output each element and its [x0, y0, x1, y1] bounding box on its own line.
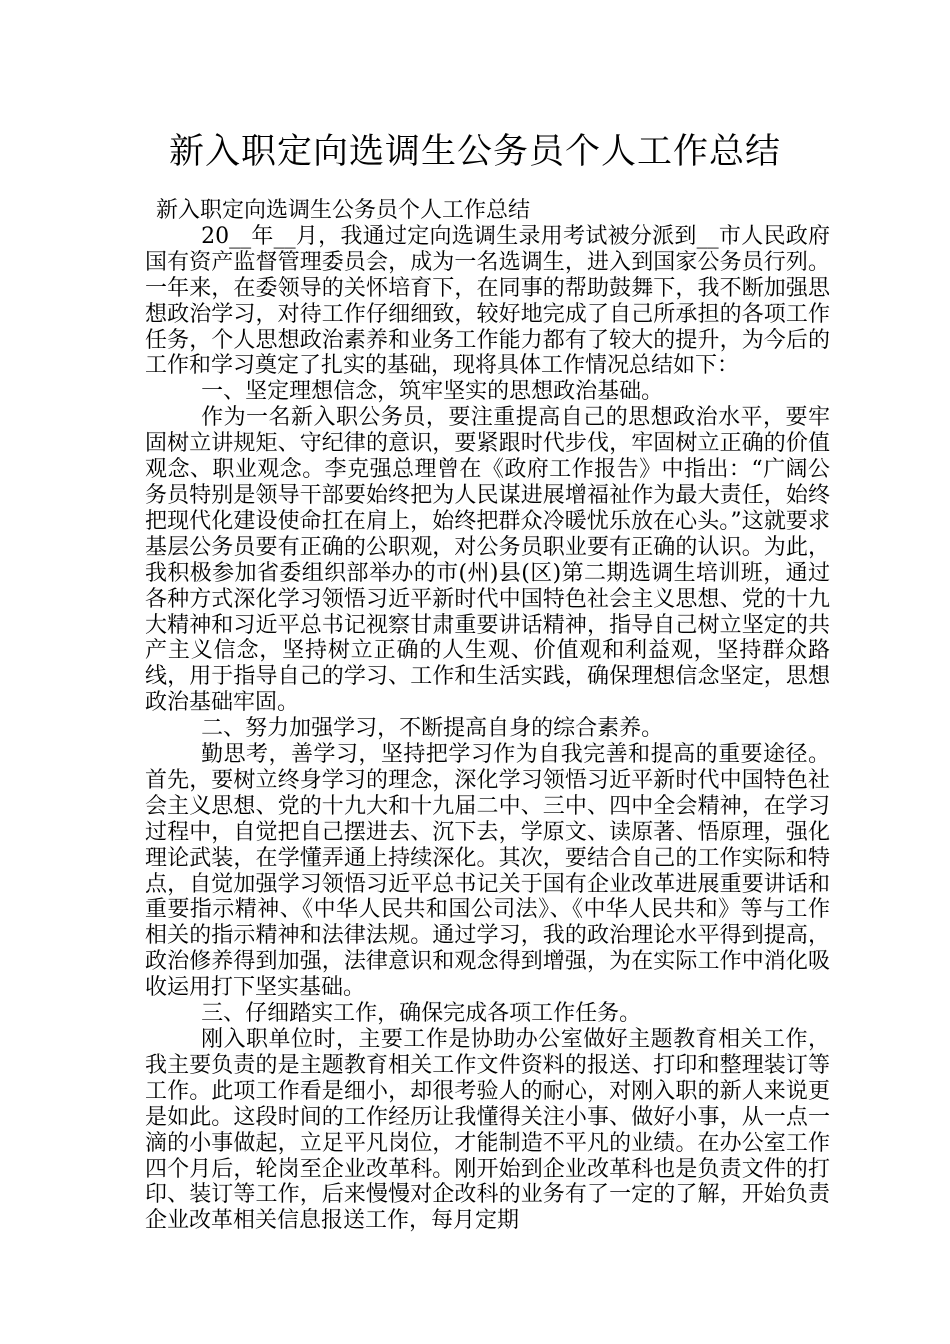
section-heading-1: 一、坚定理想信念，筑牢坚实的思想政治基础。 [201, 379, 664, 405]
document-body [145, 198, 830, 1234]
intro-paragraph: 20__年__月，我通过定向选调生录用考试被分派到__市人民政府国有资产监督管理委员会，成为一名选调生，进入到国家公务员行列。一年来，在委领导的关怀培育下，在同事的帮助鼓舞下，我不断加强思想政治学习，对待工作仔细细致，较好地完成了自己所承担的各项工作任务，个人思想政治素养和业务工作能力都有了较大的提升，为今后的工作和学习奠定了扎实的基础，现将具体工作情况总结如下： [145, 223, 830, 379]
section-2-paragraph: 勤思考，善学习，坚持把学习作为自我完善和提高的重要途径。首先，要树立终身学习的理念，深化学习领悟习近平新时代中国特色社会主义思想、党的十九大和十九届二中、三中、四中全会精神，在学习过程中，自觉把自己摆进去、沉下去，学原文、读原著、悟原理，强化理论武装，在学懂弄通上持续深化。其次，要结合自己的工作实际和特点，自觉加强学习领悟习近平总书记关于国有企业改革进展重要讲话和重要指示精神、《中华人民共和国公司法》、《中华人民共和》等与工作相关的指示精神和法律法规。通过学习，我的政治理论水平得到提高，政治修养得到加强，法律意识和观念得到增强，为在实际工作中消化吸收运用打下坚实基础。 [145, 742, 830, 1001]
document-title: 新入职定向选调生公务员个人工作总结 [168, 132, 781, 172]
section-heading-3: 三、仔细踏实工作，确保完成各项工作任务。 [201, 1001, 642, 1027]
section-3-paragraph: 刚入职单位时，主要工作是协助办公室做好主题教育相关工作，我主要负责的是主题教育相关工作文件资料的报送、打印和整理装订等工作。此项工作看是细小，却很考验人的耐心，对刚入职的新人来说更是如此。这段时间的工作经历让我懂得关注小事、做好小事，从一点一滴的小事做起，立足平凡岗位，才能制造不平凡的业绩。在办公室工作四个月后，轮岗至企业改革科。刚开始到企业改革科也是负责文件的打印、装订等工作，后来慢慢对企改科的业务有了一定的了解，开始负责企业改革相关信息报送工作，每月定期 [145, 1027, 830, 1234]
section-1-paragraph: 作为一名新入职公务员，要注重提高自己的思想政治水平，要牢固树立讲规矩、守纪律的意识，要紧跟时代步伐，牢固树立正确的价值观念、职业观念。李克强总理曾在《政府工作报告》中指出：“广阔公务员特别是领导干部要始终把为人民谋进展增福祉作为最大责任，始终把现代化建设使命扛在肩上，始终把群众冷暖忧乐放在心头。”这就要求基层公务员要有正确的公职观，对公务员职业要有正确的认识。为此，我积极参加省委组织部举办的市(州)县(区)第二期选调生培训班，通过各种方式深化学习领悟习近平新时代中国特色社会主义思想、党的十九大精神和习近平总书记视察甘肃重要讲话精神，指导自己树立坚定的共产主义信念，坚持树立正确的人生观、价值观和利益观，坚持群众路线，用于指导自己的学习、工作和生活实践，确保理想信念坚定，思想政治基础牢固。 [145, 405, 830, 716]
section-heading-2: 二、努力加强学习，不断提高自身的综合素养。 [201, 716, 664, 742]
document-subtitle: 新入职定向选调生公务员个人工作总结 [156, 198, 531, 223]
